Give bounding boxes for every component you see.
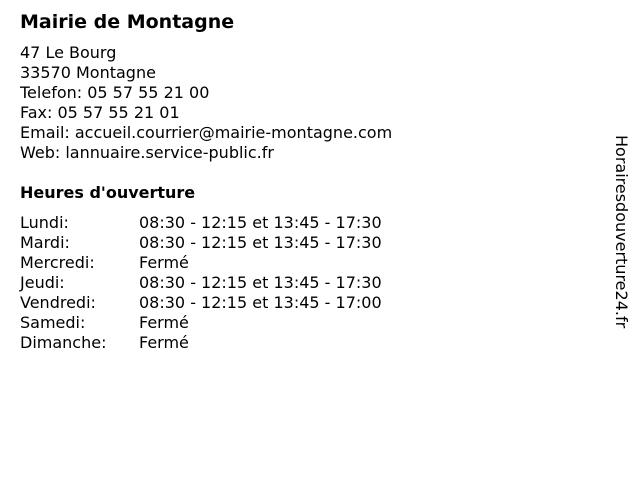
- site-watermark-text: Horairesdouverture24.fr: [612, 135, 631, 329]
- hours-day-label: Dimanche:: [20, 333, 107, 352]
- hours-day-label: Mardi:: [20, 233, 70, 252]
- hours-day-label: Mercredi:: [20, 253, 95, 272]
- hours-day-value: 08:30 - 12:15 et 13:45 - 17:00: [139, 293, 382, 312]
- address-line-1: 47 Le Bourg: [20, 43, 117, 62]
- hours-row-jeudi: [20, 273, 580, 293]
- hours-day-value: 08:30 - 12:15 et 13:45 - 17:30: [139, 233, 382, 252]
- hours-day-value: Fermé: [139, 333, 189, 352]
- email-line: Email: accueil.courrier@mairie-montagne.com: [20, 123, 393, 142]
- hours-row-lundi: [20, 213, 580, 233]
- hours-day-value: Fermé: [139, 253, 189, 272]
- phone-line: Telefon: 05 57 55 21 00: [20, 83, 210, 102]
- hours-row-dimanche: [20, 333, 580, 353]
- address-line-2: 33570 Montagne: [20, 63, 156, 82]
- web-line: Web: lannuaire.service-public.fr: [20, 143, 274, 162]
- hours-day-value: 08:30 - 12:15 et 13:45 - 17:30: [139, 213, 382, 232]
- opening-hours-heading: Heures d'ouverture: [20, 183, 196, 202]
- hours-row-vendredi: [20, 293, 580, 313]
- site-watermark: [612, 135, 632, 370]
- opening-hours-list: [20, 213, 580, 353]
- hours-row-mercredi: [20, 253, 580, 273]
- page-title: Mairie de Montagne: [20, 11, 235, 33]
- hours-day-label: Samedi:: [20, 313, 86, 332]
- hours-day-label: Vendredi:: [20, 293, 96, 312]
- hours-row-samedi: [20, 313, 580, 333]
- hours-day-label: Lundi:: [20, 213, 69, 232]
- hours-day-label: Jeudi:: [20, 273, 65, 292]
- hours-row-mardi: [20, 233, 580, 253]
- business-card: [20, 10, 580, 353]
- hours-day-value: 08:30 - 12:15 et 13:45 - 17:30: [139, 273, 382, 292]
- hours-day-value: Fermé: [139, 313, 189, 332]
- fax-line: Fax: 05 57 55 21 01: [20, 103, 180, 122]
